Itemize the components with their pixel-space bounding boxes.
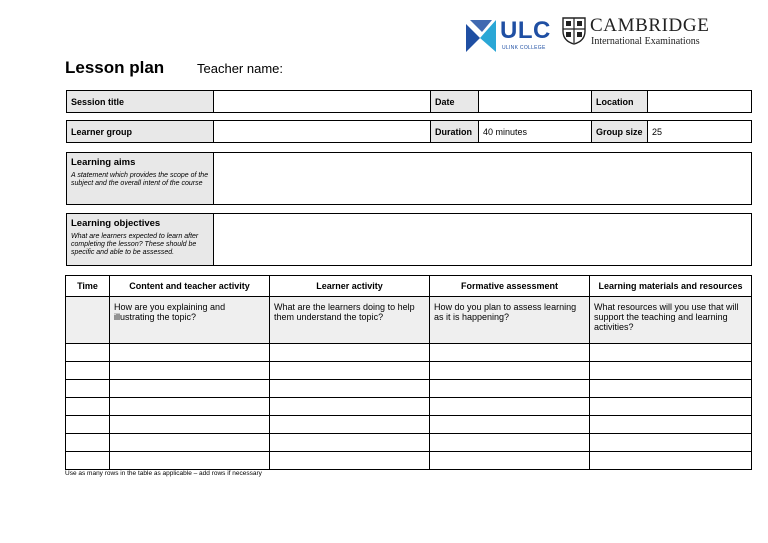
duration-field[interactable]: 40 minutes: [479, 121, 592, 143]
column-header-time: Time: [66, 276, 110, 297]
table-cell[interactable]: [590, 380, 752, 398]
table-row: [66, 452, 752, 470]
page-title: Lesson plan: [65, 58, 165, 77]
prompt-content-cell[interactable]: How are you explaining and illustrating the topic?: [110, 297, 270, 344]
date-field[interactable]: [479, 91, 592, 113]
table-cell[interactable]: [270, 416, 430, 434]
prompt-assessment-cell[interactable]: How do you plan to assess learning as it is happening?: [430, 297, 590, 344]
ulc-logo-subtitle: ULINK COLLEGE: [502, 45, 546, 51]
table-cell[interactable]: [430, 344, 590, 362]
column-header-formative-assessment: Formative assessment: [430, 276, 590, 297]
table-cell[interactable]: [66, 398, 110, 416]
table-footnote: Use as many rows in the table as applicable – add rows if necessary: [65, 470, 262, 477]
table-cell[interactable]: [110, 380, 270, 398]
column-header-content: Content and teacher activity: [110, 276, 270, 297]
prompt-learner-cell[interactable]: What are the learners doing to help them understand the topic?: [270, 297, 430, 344]
table-cell[interactable]: [590, 434, 752, 452]
table-cell[interactable]: [590, 416, 752, 434]
group-size-label: Group size: [592, 121, 648, 143]
table-cell[interactable]: [270, 434, 430, 452]
table-cell[interactable]: [66, 416, 110, 434]
prompt-row: [66, 297, 752, 344]
learning-aims-description: A statement which provides the scope of the subject and the overall intent of the course: [71, 172, 209, 187]
learning-objectives-field[interactable]: [214, 214, 752, 266]
table-cell[interactable]: [110, 434, 270, 452]
location-field[interactable]: [648, 91, 752, 113]
column-header-materials: Learning materials and resources: [590, 276, 752, 297]
table-cell[interactable]: [270, 452, 430, 470]
session-info-row: [66, 90, 752, 113]
table-row: [66, 344, 752, 362]
teacher-name-label: Teacher name:: [197, 61, 283, 76]
table-cell[interactable]: [270, 380, 430, 398]
prompt-materials-cell[interactable]: What resources will you use that will support the teaching and learning activities?: [590, 297, 752, 344]
prompt-time-cell[interactable]: [66, 297, 110, 344]
group-size-field[interactable]: 25: [648, 121, 752, 143]
learning-aims-section: [66, 152, 752, 205]
table-cell[interactable]: [110, 452, 270, 470]
column-header-learner-activity: Learner activity: [270, 276, 430, 297]
table-cell[interactable]: [66, 344, 110, 362]
learning-objectives-label-cell: [67, 214, 214, 266]
table-cell[interactable]: [590, 398, 752, 416]
table-row: [66, 416, 752, 434]
table-row: [66, 362, 752, 380]
learner-group-field[interactable]: [214, 121, 431, 143]
group-info-row: [66, 120, 752, 143]
table-cell[interactable]: [270, 398, 430, 416]
cambridge-title: CAMBRIDGE: [590, 15, 710, 36]
learning-objectives-section: [66, 213, 752, 266]
table-cell[interactable]: [110, 416, 270, 434]
session-title-label: Session title: [67, 91, 214, 113]
learning-objectives-description: What are learners expected to learn after completing the lesson? These should be specific and able to be assessed.: [71, 233, 199, 256]
table-cell[interactable]: [110, 344, 270, 362]
table-cell[interactable]: [430, 434, 590, 452]
ulc-logo-icon: [466, 20, 496, 52]
table-cell[interactable]: [590, 344, 752, 362]
table-cell[interactable]: [110, 398, 270, 416]
table-row: [66, 434, 752, 452]
table-cell[interactable]: [66, 362, 110, 380]
table-cell[interactable]: [430, 362, 590, 380]
learner-group-label: Learner group: [67, 121, 214, 143]
table-cell[interactable]: [430, 452, 590, 470]
date-label: Date: [431, 91, 479, 113]
learning-aims-heading: Learning aims: [71, 157, 136, 168]
ulc-logo-text: ULC: [500, 17, 551, 44]
table-cell[interactable]: [66, 452, 110, 470]
table-cell[interactable]: [430, 380, 590, 398]
session-title-field[interactable]: [214, 91, 431, 113]
lesson-plan-table: [65, 275, 752, 470]
cambridge-subtitle: International Examinations: [591, 36, 700, 47]
table-cell[interactable]: [270, 362, 430, 380]
duration-label: Duration: [431, 121, 479, 143]
table-cell[interactable]: [430, 398, 590, 416]
table-row: [66, 398, 752, 416]
learning-objectives-heading: Learning objectives: [71, 218, 161, 229]
table-row: [66, 380, 752, 398]
table-cell[interactable]: [590, 452, 752, 470]
table-cell[interactable]: [110, 362, 270, 380]
table-cell[interactable]: [590, 362, 752, 380]
learning-aims-label-cell: [67, 153, 214, 205]
learning-aims-field[interactable]: [214, 153, 752, 205]
table-cell[interactable]: [66, 380, 110, 398]
table-cell[interactable]: [270, 344, 430, 362]
table-cell[interactable]: [430, 416, 590, 434]
cambridge-shield-icon: [562, 17, 586, 45]
table-cell[interactable]: [66, 434, 110, 452]
location-label: Location: [592, 91, 648, 113]
